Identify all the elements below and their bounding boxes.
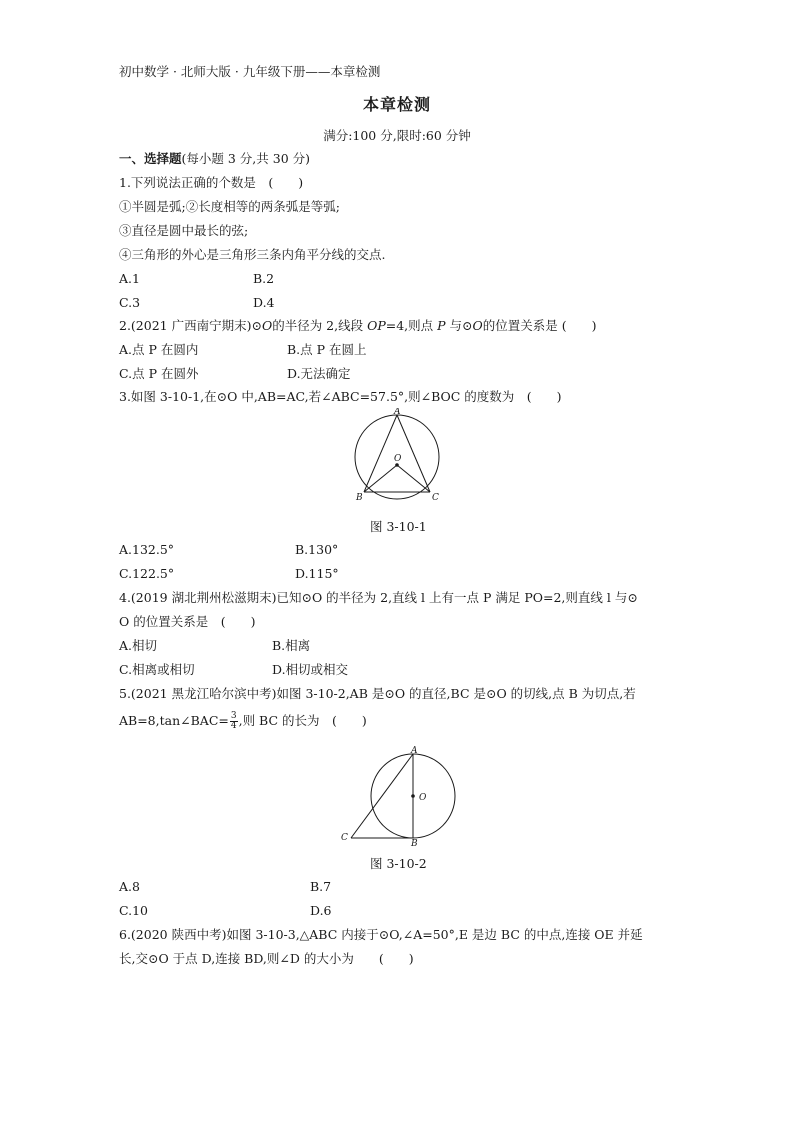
- section-heading: [119, 151, 310, 167]
- q2-var-op: OP: [367, 318, 386, 333]
- label-c: C: [341, 833, 348, 843]
- fraction-denominator: 4: [230, 721, 237, 731]
- q5-option-c: C.10: [119, 903, 148, 918]
- q2-option-c: C.点 P 在圆外: [119, 366, 199, 381]
- q4-option-d: D.相切或相交: [272, 662, 349, 677]
- label-c: C: [432, 493, 439, 503]
- q2-stem-part: 2.(2021 广西南宁期末)⊙: [119, 318, 262, 333]
- q2-stem-part: 的位置关系是 ( ): [482, 318, 597, 333]
- q5-stem-part: ,则 BC 的长为 ( ): [238, 713, 367, 728]
- figure-3-10-2: [334, 745, 464, 847]
- section-note: (每小题 3 分,共 30 分): [181, 151, 310, 166]
- page-subtitle: 满分:100 分,限时:60 分钟: [323, 128, 471, 143]
- q2-stem: [119, 318, 596, 334]
- q4-stem-line-2: O 的位置关系是 ( ): [119, 614, 256, 629]
- q6-stem-line-2: 长,交⊙O 于点 D,连接 BD,则∠D 的大小为 ( ): [119, 951, 414, 966]
- figure-caption: 图 3-10-2: [370, 856, 427, 871]
- document-header: 初中数学 · 北师大版 · 九年级下册——本章检测: [119, 64, 381, 79]
- label-a: A: [411, 746, 418, 756]
- q2-stem-part: 的半径为 2,线段: [272, 318, 368, 333]
- center-point: [411, 794, 415, 798]
- label-b: B: [356, 493, 363, 503]
- figure-3-10-1: [348, 408, 448, 508]
- q2-option-a: A.点 P 在圆内: [119, 342, 199, 357]
- q2-var-p: P: [437, 318, 446, 333]
- segment-ob: [364, 465, 397, 492]
- q4-option-a: A.相切: [119, 638, 158, 653]
- segment-ac: [351, 754, 413, 838]
- q2-var-o: O: [472, 318, 483, 333]
- q3-stem: 3.如图 3-10-1,在⊙O 中,AB=AC,若∠ABC=57.5°,则∠BOC 的度数为 ( ): [119, 389, 562, 404]
- q3-option-b: B.130°: [295, 542, 339, 557]
- label-o: O: [394, 454, 402, 464]
- q4-option-c: C.相离或相切: [119, 662, 195, 677]
- q5-option-d: D.6: [310, 903, 332, 918]
- q3-option-c: C.122.5°: [119, 566, 175, 581]
- q3-option-d: D.115°: [295, 566, 339, 581]
- q6-stem-line-1: 6.(2020 陕西中考)如图 3-10-3,△ABC 内接于⊙O,∠A=50°,E 是边 BC 的中点,连接 OE 并延: [119, 927, 643, 942]
- q5-stem-line-2: [119, 712, 367, 731]
- figure-caption: 图 3-10-1: [370, 519, 427, 534]
- chord-ab: [364, 415, 397, 492]
- q2-stem-part: =4,则点: [385, 318, 438, 333]
- q5-option-a: A.8: [119, 879, 140, 894]
- q2-var-o: O: [261, 318, 273, 333]
- section-title: 一、选择题: [119, 151, 182, 166]
- fraction: [230, 712, 238, 731]
- q2-stem-part: 与⊙: [445, 318, 473, 333]
- q1-stem: 1.下列说法正确的个数是 ( ): [119, 175, 304, 190]
- q2-option-d: D.无法确定: [287, 366, 351, 381]
- q5-stem-line-1: 5.(2021 黑龙江哈尔滨中考)如图 3-10-2,AB 是⊙O 的直径,BC 是⊙O 的切线,点 B 为切点,若: [119, 686, 636, 701]
- page-title: 本章检测: [362, 95, 431, 114]
- q5-stem-part: AB=8,tan∠BAC=: [119, 713, 229, 728]
- q1-option-a: A.1: [119, 271, 140, 286]
- label-o: O: [419, 793, 427, 803]
- label-a: A: [394, 408, 401, 417]
- q2-option-b: B.点 P 在圆上: [287, 342, 367, 357]
- q1-option-c: C.3: [119, 295, 141, 310]
- chord-ac: [397, 415, 430, 492]
- q1-option-b: B.2: [253, 271, 275, 286]
- q1-statement-3: ④三角形的外心是三角形三条内角平分线的交点.: [119, 247, 386, 262]
- q1-statement-1: ①半圆是弧;②长度相等的两条弧是等弧;: [119, 199, 340, 214]
- q3-option-a: A.132.5°: [119, 542, 175, 557]
- fraction-numerator: 3: [230, 711, 237, 721]
- q5-option-b: B.7: [310, 879, 332, 894]
- label-b: B: [411, 839, 418, 847]
- q1-option-d: D.4: [253, 295, 275, 310]
- q4-option-b: B.相离: [272, 638, 311, 653]
- segment-oc: [397, 465, 430, 492]
- q1-statement-2: ③直径是圆中最长的弦;: [119, 223, 249, 238]
- q4-stem-line-1: 4.(2019 湖北荆州松滋期末)已知⊙O 的半径为 2,直线 l 上有一点 P 满足 PO=2,则直线 l 与⊙: [119, 590, 638, 605]
